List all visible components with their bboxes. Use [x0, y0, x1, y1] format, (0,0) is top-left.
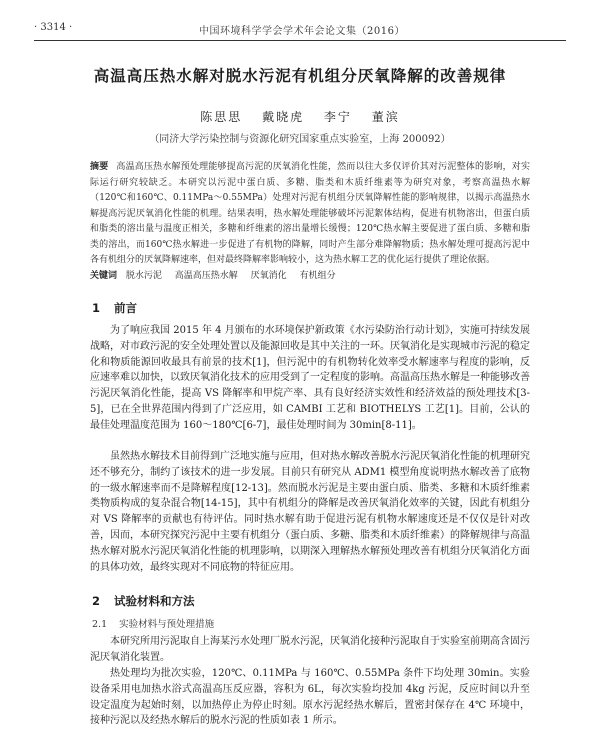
section-heading-1 — [92, 300, 137, 316]
author-name: 戴晓虎 — [262, 110, 305, 124]
journal-name: 中国环境科学学会学术年会论文集（2016） — [199, 26, 405, 37]
paragraph: 虽然热水解技术目前得到广泛地实施与应用，但对热水解改善脱水污泥厌氧消化性能的机理研究还不够充分，制约了该技术的进一步发展。目前只有研究从 ADM1 模型角度说明热水解改善了底物的一级水解速率而不是降解程度[12-13]。然而脱水污泥是主要由蛋白质、脂类、多糖和木质纤维素类物质构成的复杂混合物[14-15]，其中有机组分的降解是改善厌氧消化效率的关键，因此有机组分对 VS 降解率的贡献也有待评估。同时热水解有助于促进污泥有机物水解速度还是不仅仅是针对改善，因而，本研究探究污泥中主要有机组分（蛋白质、多糖、脂类和木质纤维素）的降解规律与高温热水解对脱水污泥厌氧消化性能的机理影响，以期深入理解热水解预处理改善有机组分厌氧消化方面的具体功效，最终实现对不同底物的特征应用。 — [90, 451, 530, 573]
running-header — [34, 22, 566, 38]
affiliation: （同济大学污染控制与资源化研究国家重点实验室，上海 200092） — [149, 134, 451, 145]
header-rule — [34, 40, 566, 41]
author-name: 陈思思 — [200, 110, 243, 124]
author-list — [0, 108, 600, 125]
paragraph: 热处理均为批次实验，120℃、0.11MPa 与 160℃、0.55MPa 条件下均处理 30min。实验设备采用电加热水浴式高温高压反应器，容积为 6L，每次实验均投加 4kg 污泥，反应时间以升至设定温度为起始时刻，以加热停止为停止时刻。原水污泥经热水解后，置密封保存在 4℃ 环境中，接种污泥以及经热水解后的脱水污泥的性质如表 1 所示。 — [90, 668, 530, 727]
subsection-number: 2.1 — [92, 619, 108, 630]
section-number: 1 — [92, 301, 101, 315]
section-heading-2 — [92, 593, 195, 609]
abstract-label: 摘要 — [90, 162, 109, 172]
author-name: 李宁 — [323, 110, 352, 124]
paper-title: 高温高压热水解对脱水污泥有机组分厌氧降解的改善规律 — [93, 67, 507, 85]
paragraph: 本研究所用污泥取自上海某污水处理厂脱水污泥，厌氧消化接种污泥取自于实验室前期高含固污泥厌氧消化装置。 — [90, 636, 530, 663]
keyword: 高温高压热水解 — [174, 271, 238, 281]
author-name: 董滨 — [371, 110, 400, 124]
paragraph: 为了响应我国 2015 年 4 月颁布的水环境保护新政策《水污染防治行动计划》，实施可持续发展战略，对市政污泥的安全处理处置以及能源回收是其中关注的一环。厌氧消化是实现城市污泥的稳定化和物质能源回收最具有前景的技术[1]，但污泥中的有机物转化效率受水解速率与程度的影响，反应速率难以加快，以致厌氧消化技术的应用受到了一定程度的影响。高温高压热水解是一种能够改善污泥厌氧消化性能，提高 VS 降解率和甲烷产率、具有良好经济实效性和经济效益的预处理技术[3-5]，已在全世界范围内得到了广泛应用，如 CAMBI 工艺和 BIOTHELYS 工艺[1]。目前，公认的最佳处理温度范围为 160～180℃[6-7]，最佳处理时间为 30min[8-11]。 — [90, 325, 530, 431]
keywords — [90, 268, 530, 281]
keyword: 厌氧消化 — [250, 271, 287, 281]
keywords-label: 关键词 — [90, 271, 118, 281]
keyword: 有机组分 — [299, 271, 336, 281]
page-number: · 3314 · — [34, 22, 73, 33]
abstract — [90, 160, 530, 269]
section-title: 试验材料和方法 — [114, 594, 195, 608]
keyword: 脱水污泥 — [125, 271, 162, 281]
section-title: 前言 — [114, 301, 138, 315]
subsection-heading-2-1 — [92, 616, 214, 630]
section-number: 2 — [92, 594, 101, 608]
subsection-title: 实验材料与预处理措施 — [119, 619, 215, 630]
abstract-text: 高温高压热水解预处理能够提高污泥的厌氧消化性能，然而以往大多仅评价其对污泥整体的影响，对实际运行研究较缺乏。本研究以污泥中蛋白质、多糖、脂类和木质纤维素等为研究对象，考察高温热水解（120℃和160℃、0.11MPa～0.55MPa）处理对污泥有机组分厌氧降解性能的影响规律，以揭示高温热水解提高污泥厌氧消化性能的机理。结果表明，热水解处理能够破坏污泥絮体结构，促进有机物溶出，但蛋白质和脂类的溶出量与温度正相关，多糖和纤维素的溶出量增长缓慢；120℃热水解主要促进了蛋白质、多糖和脂类的溶出，而160℃热水解进一步促进了有机物的降解，同时产生部分难降解物质；热水解处理可提高污泥中各有机组分的厌氧降解速率，但对最终降解率影响较小，这为热水解工艺的优化运行提供了理论依据。 — [90, 162, 530, 265]
